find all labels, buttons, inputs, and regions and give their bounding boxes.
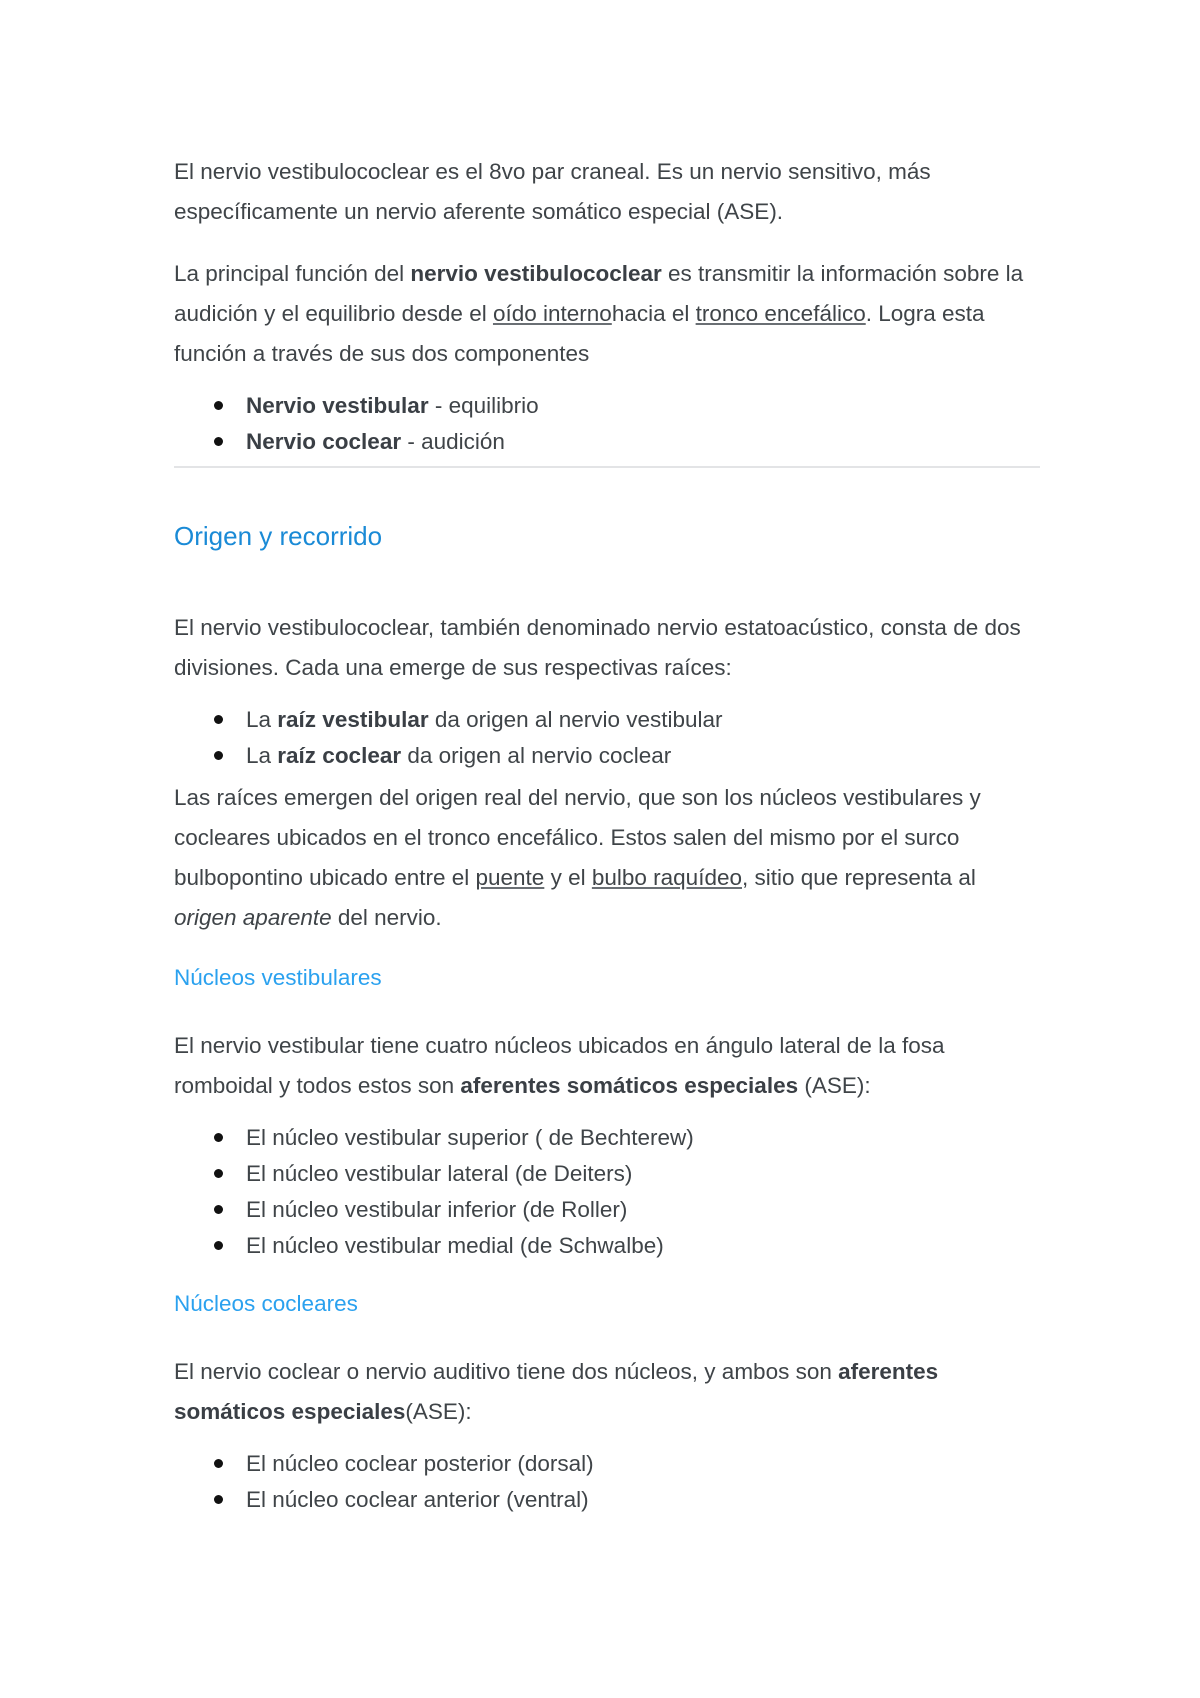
cocleares-heading: Núcleos cocleares	[174, 1291, 358, 1316]
bullet-icon	[214, 1459, 223, 1468]
bullet-icon	[214, 715, 223, 724]
bullet-icon	[214, 437, 223, 446]
vestibulares-paragraph: El nervio vestibular tiene cuatro núcleos ubicados en ángulo lateral de la fosa romboidal y todos estos son aferentes somáticos especiales (ASE):	[174, 1033, 945, 1098]
bullet-icon	[214, 1241, 223, 1250]
list-item: El núcleo vestibular inferior (de Roller)	[174, 1192, 1040, 1228]
bullet-icon	[214, 1205, 223, 1214]
bullet-icon	[214, 1169, 223, 1178]
intro-paragraph-2: La principal función del nervio vestibulococlear es transmitir la información sobre la audición y el equilibrio desde el oído internohacia el tronco encefálico. Logra esta función a través de sus dos componentes	[174, 261, 1024, 366]
list-item: El núcleo vestibular medial (de Schwalbe)	[174, 1228, 1040, 1264]
list-item: Nervio vestibular - equilibrio	[174, 388, 1040, 424]
origen-heading: Origen y recorrido	[174, 521, 383, 551]
nervio-vestibulococlear-bold: nervio vestibulococlear	[410, 261, 662, 286]
document-content	[174, 152, 1040, 1518]
origen-aparente-emphasis: origen aparente	[174, 905, 332, 930]
list-item: El núcleo vestibular lateral (de Deiters)	[174, 1156, 1040, 1192]
bullet-icon	[214, 751, 223, 760]
cocleares-paragraph: El nervio coclear o nervio auditivo tiene dos núcleos, y ambos son aferentes somáticos especiales(ASE):	[174, 1359, 939, 1424]
section-divider	[174, 466, 1040, 468]
list-item: El núcleo coclear posterior (dorsal)	[174, 1446, 1040, 1482]
bulbo-raquideo-link[interactable]: bulbo raquídeo	[591, 865, 742, 890]
list-item: El núcleo vestibular superior ( de Bechterew)	[174, 1120, 1040, 1156]
puente-link[interactable]: puente	[475, 865, 545, 890]
list-item: El núcleo coclear anterior (ventral)	[174, 1482, 1040, 1518]
vestibulares-list	[174, 1120, 1040, 1264]
tronco-encefalico-link[interactable]: tronco encefálico	[695, 301, 866, 326]
origen-paragraph-2: Las raíces emergen del origen real del nervio, que son los núcleos vestibulares y cocleares ubicados en el tronco encefálico. Estos salen del mismo por el surco bulbopontino ubicado entre el puente y el bulbo raquídeo, sitio que representa al origen aparente del nervio.	[174, 785, 981, 930]
cocleares-list	[174, 1446, 1040, 1518]
bullet-icon	[214, 1495, 223, 1504]
bullet-icon	[214, 401, 223, 410]
list-item: La raíz vestibular da origen al nervio vestibular	[174, 702, 1040, 738]
intro-paragraph-1: El nervio vestibulococlear es el 8vo par craneal. Es un nervio sensitivo, más específicamente un nervio aferente somático especial (ASE).	[174, 159, 931, 224]
list-item: La raíz coclear da origen al nervio coclear	[174, 738, 1040, 774]
components-list	[174, 388, 1040, 460]
bullet-icon	[214, 1133, 223, 1142]
oido-interno-link[interactable]: oído interno	[492, 301, 612, 326]
origen-paragraph-1: El nervio vestibulococlear, también denominado nervio estatoacústico, consta de dos divisiones. Cada una emerge de sus respectivas raíces:	[174, 615, 1021, 680]
list-item: Nervio coclear - audición	[174, 424, 1040, 460]
roots-list	[174, 702, 1040, 774]
vestibulares-heading: Núcleos vestibulares	[174, 965, 382, 990]
